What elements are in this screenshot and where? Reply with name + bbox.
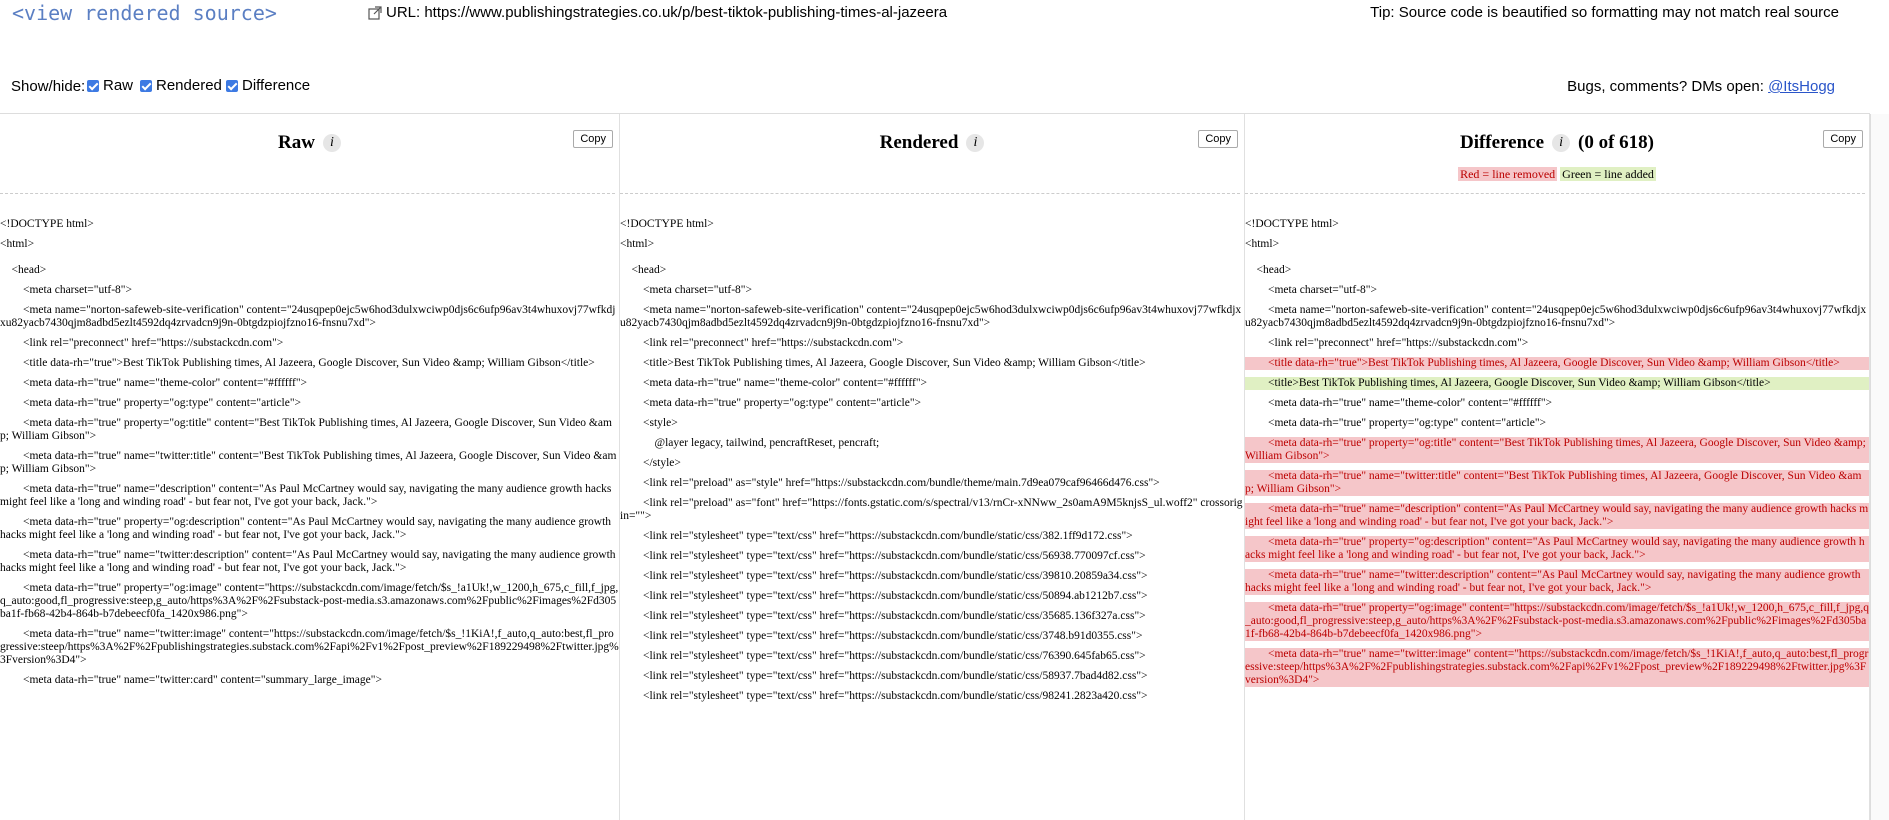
code-line: <meta data-rh="true" property="og:type" content="article"> (620, 397, 922, 409)
code-line: <meta data-rh="true" name="theme-color" content="#ffffff"> (1245, 397, 1553, 409)
code-line: <title>Best TikTok Publishing times, Al Jazeera, Google Discover, Sun Video &amp; William Gibson</title> (620, 357, 1146, 369)
twitter-handle-link[interactable]: @ItsHogg (1768, 78, 1835, 95)
code-line: <meta data-rh="true" name="twitter:image" content="https://substackcdn.com/image/fetch/$s_!1KiA!,f_auto,q_auto:best,fl_progressive:steep/https%3A%2F%2Fpublishingstrategies.substack.com%2Fapi%2Fv1%2Fpost_preview%2F189229498%2Ftwitter.jpg%3Fversion%3D4"> (1245, 648, 1869, 686)
url-display (368, 4, 947, 21)
code-line: <title data-rh="true">Best TikTok Publishing times, Al Jazeera, Google Discover, Sun Video &amp; William Gibson</title> (1245, 357, 1869, 370)
copy-difference-button[interactable]: Copy (1823, 130, 1863, 148)
code-line: <meta data-rh="true" property="og:image" content="https://substackcdn.com/image/fetch/$s_!a1Uk!,w_1200,h_675,c_fill,f_jpg,q_auto:good,fl_progressive:steep,g_auto/https%3A%2F%2Fsubstack-post-media.s3.amazonaws.com%2Fpublic%2Fimages%2Fd305ba1f-fb68-42b4-864b-b7debeecf0fa_1420x986.png"> (0, 582, 619, 620)
code-line: <link rel="stylesheet" type="text/css" href="https://substackcdn.com/bundle/static/css/39810.20859a34.css"> (620, 570, 1148, 582)
code-line: <link rel="stylesheet" type="text/css" href="https://substackcdn.com/bundle/static/css/35685.136f327a.css"> (620, 610, 1146, 622)
code-line: <meta data-rh="true" property="og:description" content="As Paul McCartney would say, navigating the many audience growth hacks might feel like a 'long and winding road' - but fear not, I've got your back, Jack."> (0, 516, 614, 541)
code-line: <link rel="preconnect" href="https://substackcdn.com"> (0, 337, 284, 349)
code-line: <meta data-rh="true" property="og:title" content="Best TikTok Publishing times, Al Jazeera, Google Discover, Sun Video &amp; William Gibson"> (1245, 437, 1869, 462)
code-line: <link rel="stylesheet" type="text/css" href="https://substackcdn.com/bundle/static/css/56938.770097cf.css"> (620, 550, 1146, 562)
code-line: <link rel="stylesheet" type="text/css" href="https://substackcdn.com/bundle/static/css/76390.645fab65.css"> (620, 650, 1146, 662)
code-line: <meta data-rh="true" name="description" content="As Paul McCartney would say, navigating the many audience growth hacks might feel like a 'long and winding road' - but fear not, I've got your back, Jack."> (0, 483, 615, 508)
raw-source-code (0, 218, 619, 694)
panel-title (0, 132, 619, 154)
top-bar (0, 0, 1889, 30)
code-line: <title data-rh="true">Best TikTok Publishing times, Al Jazeera, Google Discover, Sun Video &amp; William Gibson</title> (0, 357, 595, 369)
code-line: <meta data-rh="true" name="description" content="As Paul McCartney would say, navigating the many audience growth hacks might feel like a 'long and winding road' - but fear not, I've got your back, Jack."> (1245, 503, 1869, 528)
raw-title: Raw (278, 132, 315, 153)
code-line: <meta data-rh="true" property="og:image" content="https://substackcdn.com/image/fetch/$s_!a1Uk!,w_1200,h_675,c_fill,f_jpg,q_auto:good,fl_progressive:steep,g_auto/https%3A%2F%2Fsubstack-post-media.s3.amazonaws.com%2Fpublic%2Fimages%2Fd305ba1f-fb68-42b4-864b-b7debeecf0fa_1420x986.png"> (1245, 602, 1869, 640)
code-line: <meta data-rh="true" property="og:type" content="article"> (0, 397, 302, 409)
code-line: <head> (1245, 264, 1292, 276)
panel-divider (0, 193, 615, 194)
code-line: <meta charset="utf-8"> (1245, 284, 1377, 296)
code-line: <meta data-rh="true" name="twitter:description" content="As Paul McCartney would say, navigating the many audience growth hacks might feel like a 'long and winding road' - but fear not, I've got your back, Jack."> (1245, 569, 1869, 595)
rendered-checkbox[interactable] (140, 77, 222, 94)
code-line: <head> (0, 264, 47, 276)
bugs-text: Bugs, comments? DMs open: (1567, 78, 1764, 95)
site-logo-link[interactable]: <view rendered source> (12, 1, 277, 25)
code-line: <style> (620, 417, 678, 429)
bugs-note (1567, 78, 1835, 95)
code-line: <!DOCTYPE html> (1245, 218, 1339, 230)
difference-checkbox[interactable] (226, 77, 310, 94)
panel-title (1245, 132, 1869, 154)
page-scrollbar[interactable] (1870, 114, 1889, 820)
code-line: <html> (1245, 238, 1280, 250)
difference-title: Difference (1459, 132, 1545, 153)
copy-raw-button[interactable]: Copy (573, 130, 613, 148)
info-icon[interactable]: i (966, 134, 984, 152)
checkbox-checked-icon[interactable] (140, 80, 152, 92)
code-line: @layer legacy, tailwind, pencraftReset, pencraft; (620, 437, 880, 449)
checkbox-checked-icon[interactable] (226, 80, 238, 92)
rendered-source-code (620, 218, 1244, 710)
code-line: <meta data-rh="true" name="twitter:title" content="Best TikTok Publishing times, Al Jazeera, Google Discover, Sun Video &amp; William Gibson"> (0, 450, 617, 475)
raw-panel (0, 114, 620, 820)
diff-legend (1245, 167, 1869, 182)
code-line: <link rel="preconnect" href="https://substackcdn.com"> (1245, 337, 1529, 349)
code-line: <meta data-rh="true" property="og:title" content="Best TikTok Publishing times, Al Jazeera, Google Discover, Sun Video &amp; William Gibson"> (0, 417, 612, 442)
code-line: <html> (620, 238, 655, 250)
raw-checkbox-label: Raw (103, 77, 134, 94)
difference-panel (1245, 114, 1870, 820)
rendered-panel (620, 114, 1245, 820)
code-line: <meta charset="utf-8"> (0, 284, 132, 296)
legend-added: Green = line added (1562, 167, 1654, 181)
show-hide-bar (0, 76, 1889, 100)
rendered-checkbox-label: Rendered (156, 77, 222, 94)
code-line: <link rel="stylesheet" type="text/css" href="https://substackcdn.com/bundle/static/css/58937.7bad4d82.css"> (620, 670, 1148, 682)
code-line: <head> (620, 264, 667, 276)
difference-checkbox-label: Difference (242, 77, 311, 94)
url-text: URL: https://www.publishingstrategies.co.uk/p/best-tiktok-publishing-times-al-jazeera (386, 4, 948, 21)
code-line: <meta data-rh="true" name="twitter:description" content="As Paul McCartney would say, navigating the many audience growth hacks might feel like a 'long and winding road' - but fear not, I've got your back, Jack."> (0, 549, 619, 574)
code-line: <meta data-rh="true" name="twitter:card" content="summary_large_image"> (0, 674, 382, 686)
panel-divider (620, 193, 1240, 194)
code-line: <!DOCTYPE html> (0, 218, 94, 230)
code-line: <meta data-rh="true" name="theme-color" content="#ffffff"> (620, 377, 928, 389)
code-line: </style> (620, 457, 681, 469)
code-line: <html> (0, 238, 35, 250)
code-line: <link rel="preload" as="font" href="https://fonts.gstatic.com/s/spectral/v13/rnCr-xNNww_2s0amA9M5knjsS_ul.woff2" crossorigin=""> (620, 497, 1243, 522)
code-line: <link rel="preconnect" href="https://substackcdn.com"> (620, 337, 904, 349)
copy-rendered-button[interactable]: Copy (1198, 130, 1238, 148)
show-hide-label: Show/hide: (11, 78, 86, 95)
panel-title (620, 132, 1244, 154)
code-line: <title>Best TikTok Publishing times, Al Jazeera, Google Discover, Sun Video &amp; William Gibson</title> (1245, 377, 1869, 390)
diff-source-code (1245, 218, 1869, 694)
code-line: <meta name="norton-safeweb-site-verification" content="24usqpep0ejc5w6hod3dulxwciwp0djs6c6ufp96av3t4whuxovj77wfkdjxu82yacb7430qjm8adbd5ezlt4592dq4zrvadcn9j9n-0btgdzpiojfzno16-fnsnu7xd"> (620, 304, 1242, 329)
diff-count: (0 of 618) (1578, 132, 1655, 153)
tip-text: Tip: Source code is beautified so formatting may not match real source (1370, 4, 1839, 21)
code-line: <!DOCTYPE html> (620, 218, 714, 230)
code-line: <meta data-rh="true" name="twitter:title" content="Best TikTok Publishing times, Al Jazeera, Google Discover, Sun Video &amp; William Gibson"> (1245, 470, 1869, 496)
checkbox-checked-icon[interactable] (87, 80, 99, 92)
code-line: <link rel="preload" as="style" href="https://substackcdn.com/bundle/theme/main.7d9ea079caf96466d476.css"> (620, 477, 1160, 489)
code-line: <link rel="stylesheet" type="text/css" href="https://substackcdn.com/bundle/static/css/50894.ab1212b7.css"> (620, 590, 1148, 602)
code-line: <meta data-rh="true" name="twitter:image" content="https://substackcdn.com/image/fetch/$s_!1KiA!,f_auto,q_auto:best,fl_progressive:steep/https%3A%2F%2Fpublishingstrategies.substack.com%2Fapi%2Fv1%2Fpost_preview%2F189229498%2Ftwitter.jpg%3Fversion%3D4"> (0, 628, 619, 666)
info-icon[interactable]: i (323, 134, 341, 152)
code-line: <link rel="stylesheet" type="text/css" href="https://substackcdn.com/bundle/static/css/98241.2823a420.css"> (620, 690, 1148, 702)
legend-removed: Red = line removed (1460, 167, 1556, 181)
code-line: <meta data-rh="true" property="og:description" content="As Paul McCartney would say, navigating the many audience growth hacks might feel like a 'long and winding road' - but fear not, I've got your back, Jack."> (1245, 536, 1869, 562)
raw-checkbox[interactable] (87, 77, 133, 94)
code-line: <meta name="norton-safeweb-site-verification" content="24usqpep0ejc5w6hod3dulxwciwp0djs6c6ufp96av3t4whuxovj77wfkdjxu82yacb7430qjm8adbd5ezlt4592dq4zrvadcn9j9n-0btgdzpiojfzno16-fnsnu7xd"> (1245, 304, 1867, 329)
code-line: <meta charset="utf-8"> (620, 284, 752, 296)
rendered-title: Rendered (879, 132, 959, 153)
panel-divider (1245, 193, 1865, 194)
code-line: <meta name="norton-safeweb-site-verification" content="24usqpep0ejc5w6hod3dulxwciwp0djs6c6ufp96av3t4whuxovj77wfkdjxu82yacb7430qjm8adbd5ezlt4592dq4zrvadcn9j9n-0btgdzpiojfzno16-fnsnu7xd"> (0, 304, 616, 329)
code-line: <link rel="stylesheet" type="text/css" href="https://substackcdn.com/bundle/static/css/3748.b91d0355.css"> (620, 630, 1143, 642)
code-line: <link rel="stylesheet" type="text/css" href="https://substackcdn.com/bundle/static/css/382.1ff9d172.css"> (620, 530, 1133, 542)
code-line: <meta data-rh="true" name="theme-color" content="#ffffff"> (0, 377, 308, 389)
info-icon[interactable]: i (1552, 134, 1570, 152)
external-link-icon[interactable] (368, 6, 382, 20)
code-line: <meta data-rh="true" property="og:type" content="article"> (1245, 417, 1547, 429)
